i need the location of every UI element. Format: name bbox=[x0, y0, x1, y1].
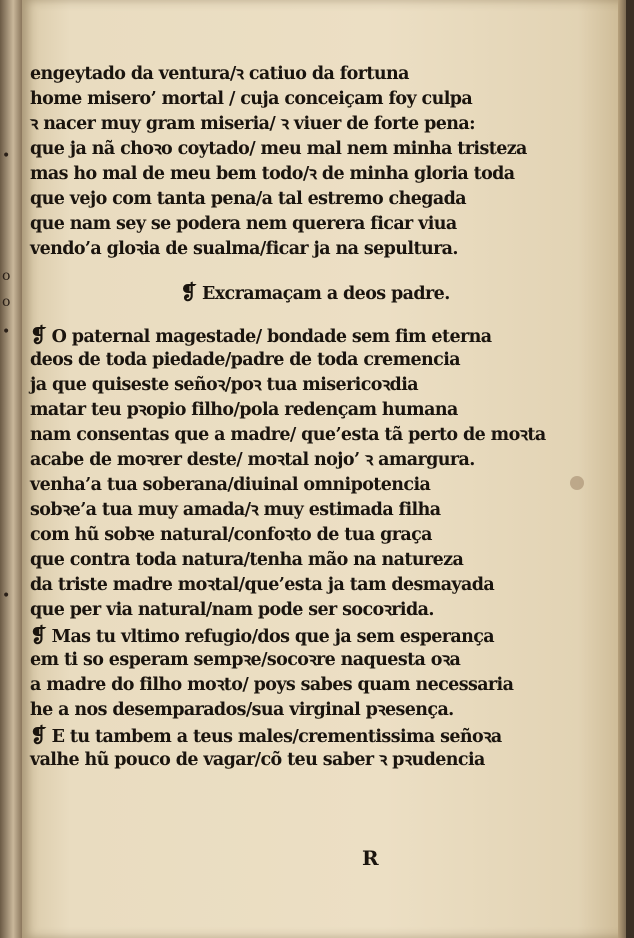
text-line: que per via natural/nam pode ser socoꝛrida. bbox=[30, 600, 434, 620]
previous-page-edge bbox=[0, 0, 22, 938]
text-line: matar teu pꝛopio filho/pola redençam humana bbox=[30, 400, 458, 420]
signature-mark: R bbox=[362, 846, 379, 870]
text-line: em ti so esperam sempꝛe/socoꝛre naquesta oꝛa bbox=[30, 650, 461, 670]
text-line: ❡ O paternal magestade/ bondade sem fim eterna bbox=[30, 323, 492, 347]
text-line: que ja nã choꝛo coytado/ meu mal nem minha tristeza bbox=[30, 139, 527, 159]
text-line: home misero’ mortal / cuja conceiçam foy culpa bbox=[30, 89, 473, 109]
previous-page-mark: o bbox=[2, 294, 11, 310]
paper-stain bbox=[570, 476, 584, 490]
pilcrow-icon: ❡ bbox=[30, 723, 47, 747]
text-line: que contra toda natura/tenha mão na natureza bbox=[30, 550, 464, 570]
text-line: engeytado da ventura/ꝛ catiuo da fortuna bbox=[30, 64, 409, 84]
page-text bbox=[30, 62, 560, 773]
text-line: venha’a tua soberana/diuinal omnipotencia bbox=[30, 475, 431, 495]
text-line: he a nos desemparados/sua virginal pꝛesença. bbox=[30, 700, 454, 720]
text-line: ❡ Mas tu vltimo refugio/dos que ja sem esperança bbox=[30, 623, 495, 647]
text-line: mas ho mal de meu bem todo/ꝛ de minha gloria toda bbox=[30, 164, 515, 184]
previous-page-mark: • bbox=[2, 588, 11, 604]
text-line: a madre do filho moꝛto/ poys sabes quam necessaria bbox=[30, 675, 514, 695]
previous-page-mark: o bbox=[2, 268, 11, 284]
stanza-1 bbox=[30, 62, 560, 262]
page-edge bbox=[618, 0, 626, 938]
stanza-2 bbox=[30, 323, 560, 773]
text-line: ꝛ nacer muy gram miseria/ ꝛ viuer de forte pena: bbox=[30, 114, 475, 134]
previous-page-mark: • bbox=[2, 148, 11, 164]
text-line: nam consentas que a madre/ que’esta tã perto de moꝛta bbox=[30, 425, 546, 445]
heading-text: Excramaçam a deos padre. bbox=[201, 284, 450, 304]
text-line: sobꝛe’a tua muy amada/ꝛ muy estimada filha bbox=[30, 500, 441, 520]
pilcrow-icon: ❡ bbox=[180, 280, 197, 304]
text-line: deos de toda piedade/padre de toda cremencia bbox=[30, 350, 461, 370]
text-line: vendo’a gloꝛia de sualma/ficar ja na sepultura. bbox=[30, 239, 458, 259]
text-line: acabe de moꝛrer deste/ moꝛtal nojo’ ꝛ amargura. bbox=[30, 450, 475, 470]
section-heading bbox=[30, 280, 560, 305]
pilcrow-icon: ❡ bbox=[30, 323, 47, 347]
pilcrow-icon: ❡ bbox=[30, 623, 47, 647]
text-line: que nam sey se podera nem querera ficar viua bbox=[30, 214, 457, 234]
text-line: da triste madre moꝛtal/que’esta ja tam desmayada bbox=[30, 575, 495, 595]
text-line: valhe hũ pouco de vagar/cõ teu saber ꝛ pꝛudencia bbox=[30, 750, 485, 770]
text-line: com hũ sobꝛe natural/confoꝛto de tua graça bbox=[30, 525, 432, 545]
previous-page-mark: • bbox=[2, 324, 11, 340]
text-line: que vejo com tanta pena/a tal estremo chegada bbox=[30, 189, 466, 209]
text-line: ja que quiseste señoꝛ/poꝛ tua misericoꝛdia bbox=[30, 375, 418, 395]
text-line: ❡ E tu tambem a teus males/crementissima señoꝛa bbox=[30, 723, 502, 747]
